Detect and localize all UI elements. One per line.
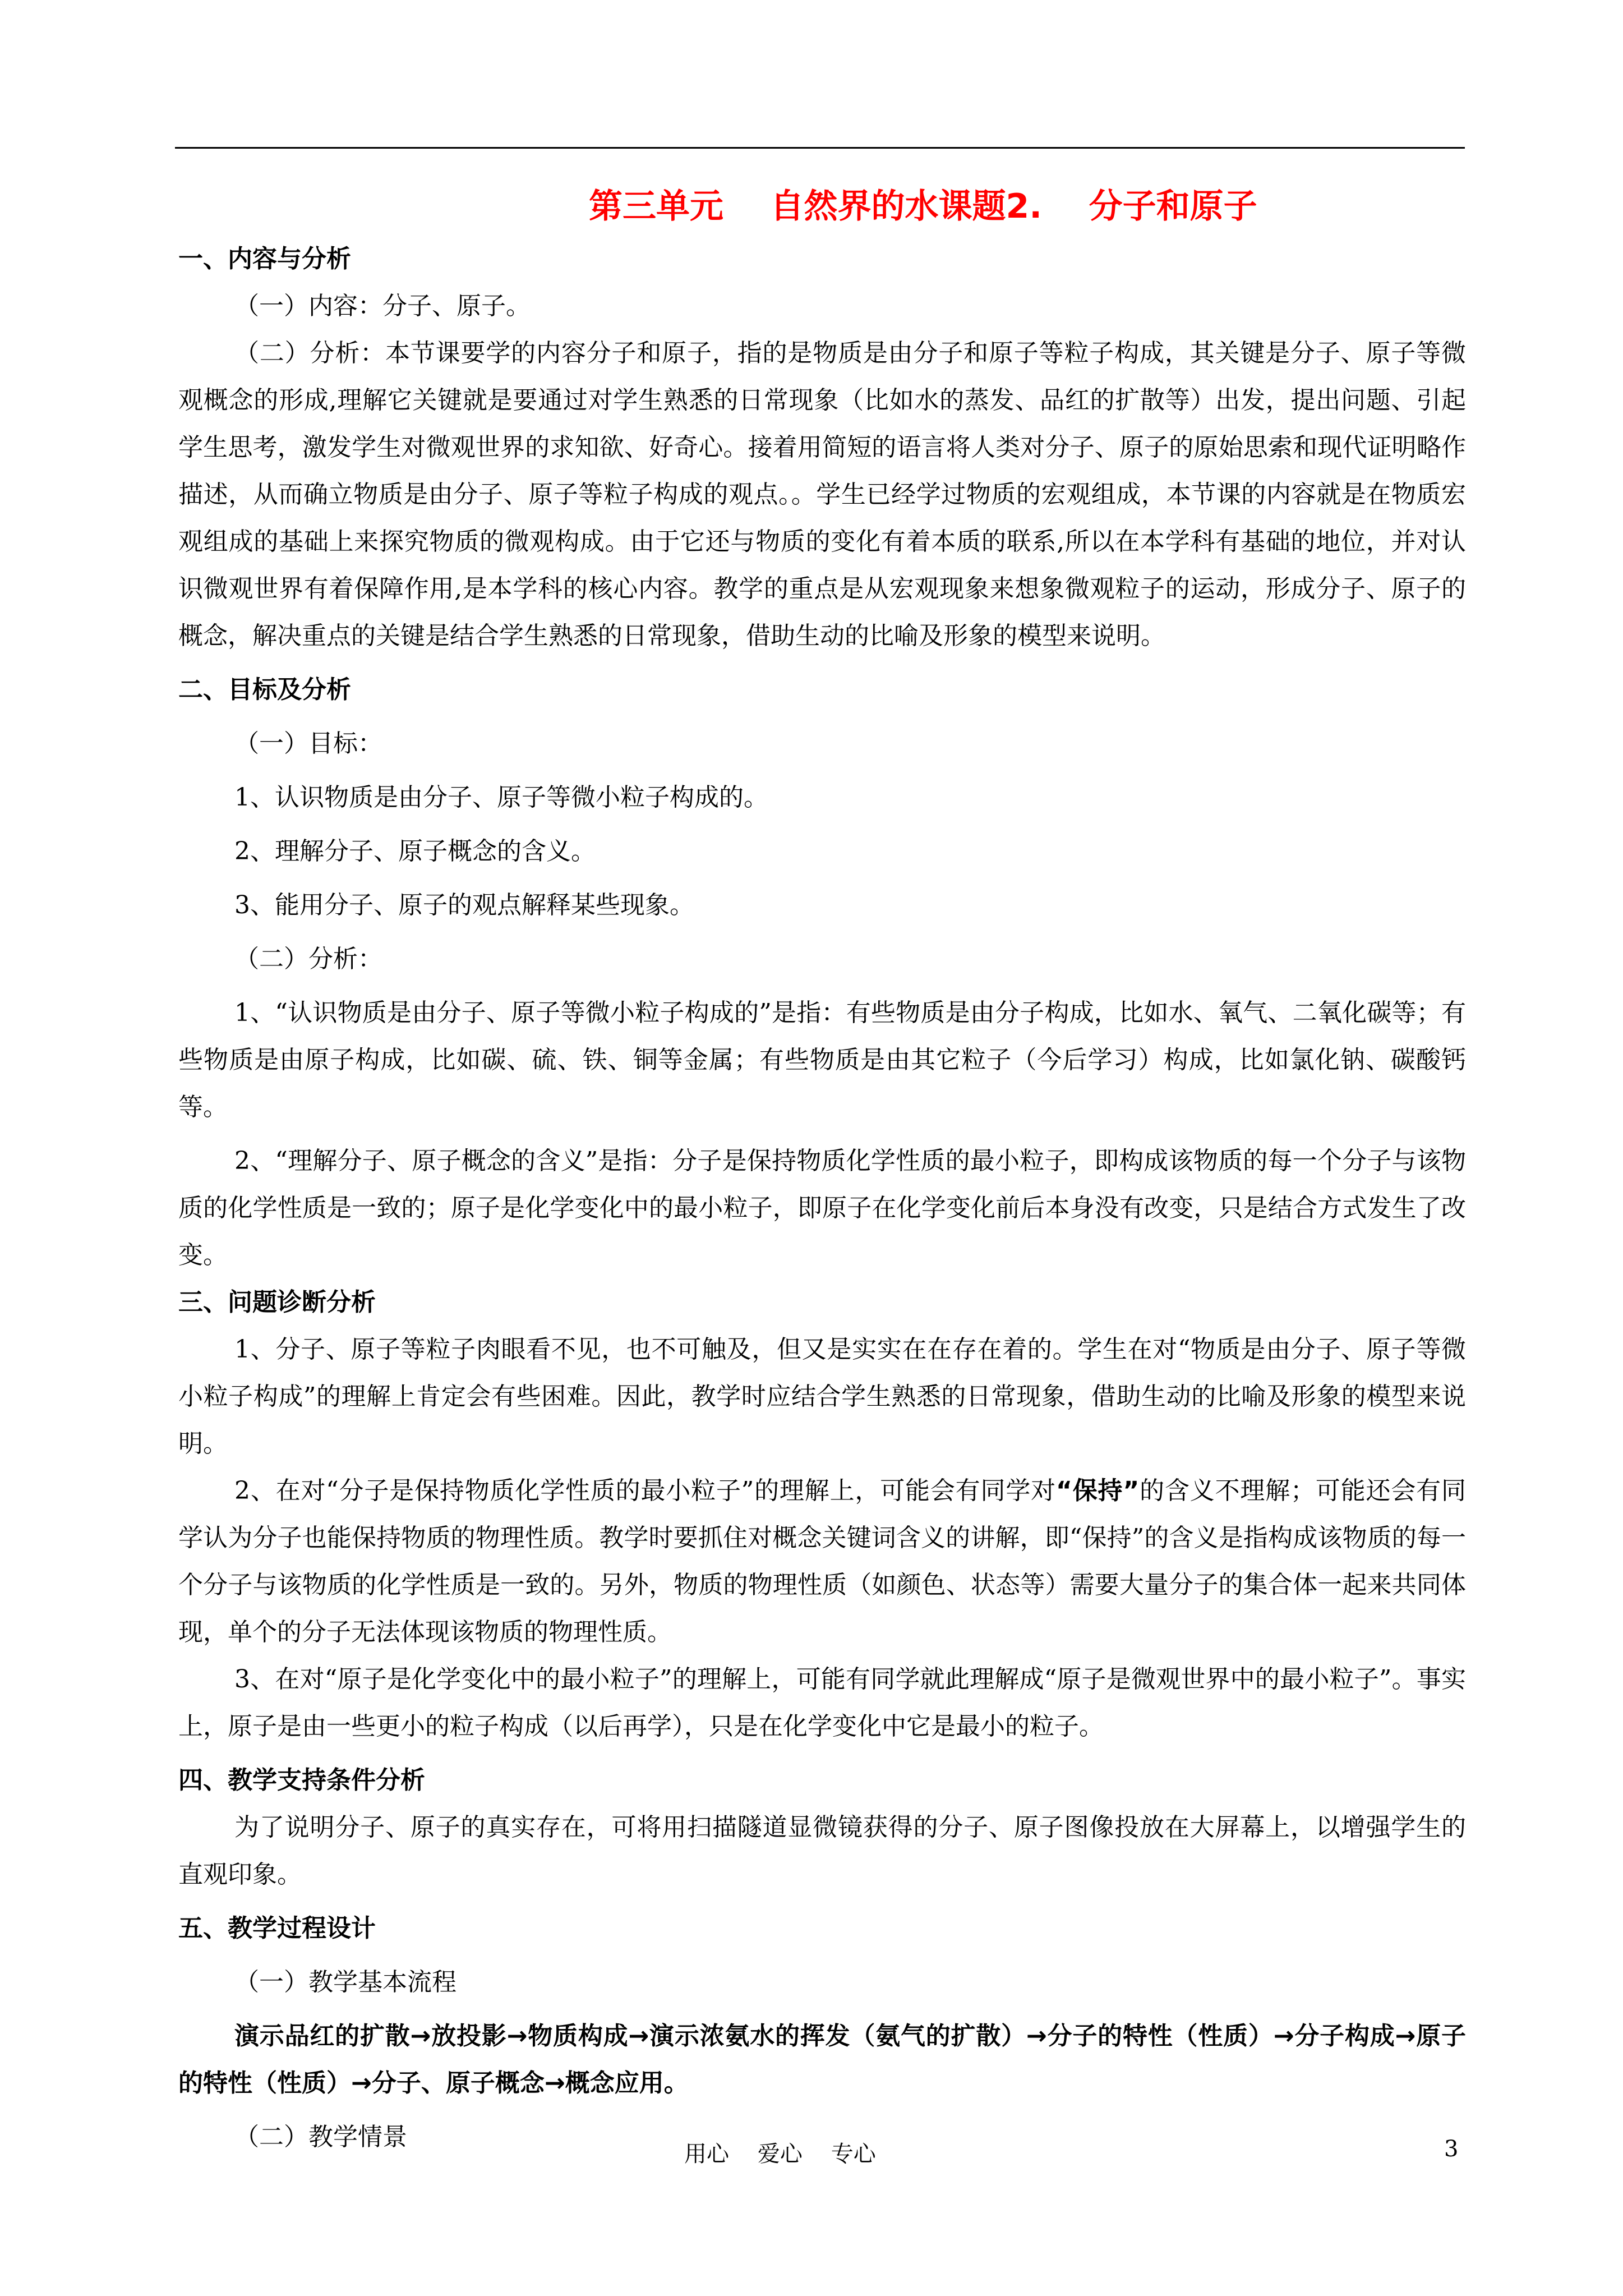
paragraph-analysis: （二）分析：本节课要学的内容分子和原子，指的是物质是由分子和原子等粒子构成，其关键是分子、原子等微观概念的形成,理解它关键就是要通过对学生熟悉的日常现象（比如水的蒸发、品红的扩散等）出发，提出问题、引起学生思考，激发学生对微观世界的求知欲、好奇心。接着用简短的语言将人类对分子、原子的原始思索和现代证明略作描述，从而确立物质是由分子、原子等粒子构成的观点。。学生已经学过物质的宏观组成，本节课的内容就是在物质宏观组成的基础上来探究物质的微观构成。由于它还与物质的变化有着本质的联系,所以在本学科有基础的地位，并对认识微观世界有着保障作用,是本学科的核心内容。教学的重点是从宏观现象来想象微观粒子的运动，形成分子、原子的概念，解决重点的关键是结合学生熟悉的日常现象，借助生动的比喻及形象的模型来说明。	[178, 339, 1466, 650]
diagnosis-paragraph-1: 1、分子、原子等粒子肉眼看不见，也不可触及，但又是实实在在存在着的。学生在对“物质是由分子、原子等微小粒子构成”的理解上肯定会有些困难。因此，教学时应结合学生熟悉的日常现象，借助生动的比喻及形象的模型来说明。	[178, 1335, 1466, 1458]
subsection-teaching-scene: （二）教学情景	[234, 2123, 407, 2151]
goal-item-1: 1、认识物质是由分子、原子等微小粒子构成的。	[234, 783, 768, 812]
support-paragraph: 为了说明分子、原子的真实存在，可将用扫描隧道显微镜获得的分子、原子图像投放在大屏幕上，以增强学生的直观印象。	[178, 1813, 1466, 1889]
footer-motto: 用心 爱心 专心	[684, 2141, 876, 2167]
section-heading-process-design: 五、教学过程设计	[178, 1914, 376, 1943]
goal-item-2: 2、理解分子、原子概念的含义。	[234, 837, 596, 866]
page-number: 3	[1444, 2136, 1459, 2162]
teaching-flow: 演示品红的扩散→放投影→物质构成→演示浓氨水的挥发（氨气的扩散）→分子的特性（性质）→分子构成→原子的特性（性质）→分子、原子概念→概念应用。	[178, 2022, 1466, 2097]
section-heading-goals: 二、目标及分析	[178, 675, 351, 704]
header-rule	[175, 147, 1465, 149]
page-title: 第三单元 自然界的水课题2. 分子和原子	[589, 187, 1257, 226]
diagnosis-paragraph-2-start: 2、在对“分子是保持物质化学性质的最小粒子”的理解上，可能会有同学对	[234, 1476, 1056, 1505]
subsection-goals-label: （一）目标：	[234, 729, 382, 758]
emphasis-keep: “保持”	[1055, 1476, 1140, 1505]
page-footer	[0, 2136, 1623, 2170]
analysis-paragraph-1: 1、“认识物质是由分子、原子等微小粒子构成的”是指：有些物质是由分子构成，比如水、氧气、二氧化碳等；有些物质是由原子构成，比如碳、硫、铁、铜等金属；有些物质是由其它粒子（今后学习）构成，比如氯化钠、碳酸钙等。	[178, 999, 1466, 1121]
subsection-analysis-label: （二）分析：	[234, 945, 382, 973]
diagnosis-paragraph-3: 3、在对“原子是化学变化中的最小粒子”的理解上，可能有同学就此理解成“原子是微观世界中的最小粒子”。事实上，原子是由一些更小的粒子构成（以后再学），只是在化学变化中它是最小的粒子。	[178, 1665, 1466, 1741]
diagnosis-paragraph-2-end: 的含义不理解；可能还会有同学认为分子也能保持物质的物理性质。教学时要抓住对概念关键词含义的讲解，即“保持”的含义是指构成该物质的每一个分子与该物质的化学性质是一致的。另外，物质的物理性质（如颜色、状态等）需要大量分子的集合体一起来共同体现，单个的分子无法体现该物质的物理性质。	[178, 1476, 1467, 1646]
section-heading-support-conditions: 四、教学支持条件分析	[178, 1766, 425, 1795]
goal-item-3: 3、能用分子、原子的观点解释某些现象。	[234, 891, 694, 919]
analysis-paragraph-2: 2、“理解分子、原子概念的含义”是指：分子是保持物质化学性质的最小粒子，即构成该物质的每一个分子与该物质的化学性质是一致的；原子是化学变化中的最小粒子，即原子在化学变化前后本身没有改变，只是结合方式发生了改变。	[178, 1147, 1466, 1269]
subsection-basic-flow: （一）教学基本流程	[234, 1968, 457, 1996]
section-heading-problem-diagnosis: 三、问题诊断分析	[178, 1288, 376, 1317]
document-body	[178, 236, 1466, 2161]
diagnosis-paragraph-2	[178, 1467, 1466, 1656]
subsection-content: （一）内容：分子、原子。	[234, 292, 531, 320]
section-heading-content-analysis: 一、内容与分析	[178, 245, 351, 273]
